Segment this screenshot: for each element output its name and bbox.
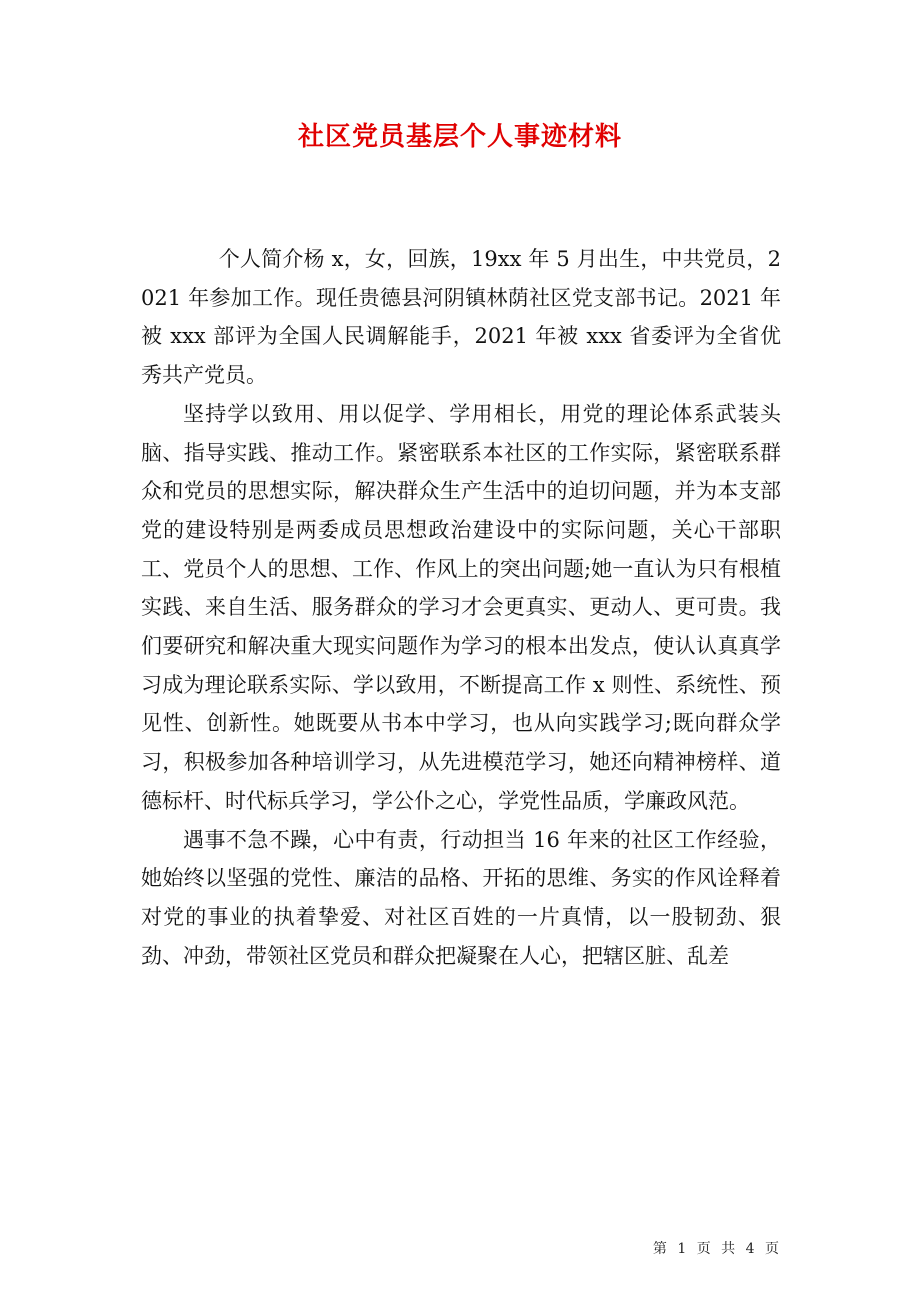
document-title: 社区党员基层个人事迹材料 — [297, 122, 622, 152]
document-body — [141, 240, 781, 975]
paragraph-study: 坚持学以致用、用以促学、学用相长，用党的理论体系武装头脑、指导实践、推动工作。紧密联系本社区的工作实际，紧密联系群众和党员的思想实际，解决群众生产生活中的迫切问题，并为本支部党的建设特别是两委成员思想政治建设中的实际问题，关心干部职工、党员个人的思想、工作、作风上的突出问题;她一直认为只有根植实践、来自生活、服务群众的学习才会更真实、更动人、更可贵。我们要研究和解决重大现实问题作为学习的根本出发点，使认认真真学习成为理论联系实际、学以致用，不断提高工作 x 则性、系统性、预见性、创新性。她既要从书本中学习，也从向实践学习;既向群众学习，积极参加各种培训学习，从先进模范学习，她还向精神榜样、道德标杆、时代标兵学习，学公仆之心，学党性品质，学廉政风范。 — [141, 401, 781, 813]
page-number: 第 1 页 共 4 页 — [652, 1241, 782, 1257]
paragraph-duty: 遇事不急不躁，心中有责，行动担当 16 年来的社区工作经验，她始终以坚强的党性、廉洁的品格、开拓的思维、务实的作风诠释着对党的事业的执着挚爱、对社区百姓的一片真情，以一股韧劲、狠劲、冲劲，带领社区党员和群众把凝聚在人心，把辖区脏、乱差 — [141, 827, 781, 968]
paragraph-intro: 个人简介杨 x，女，回族，19xx 年 5 月出生，中共党员，2021 年参加工作。现任贵德县河阴镇林荫社区党支部书记。2021 年被 xxx 部评为全国人民调解能手，2021 年被 xxx 省委评为全省优秀共产党员。 — [141, 247, 781, 388]
